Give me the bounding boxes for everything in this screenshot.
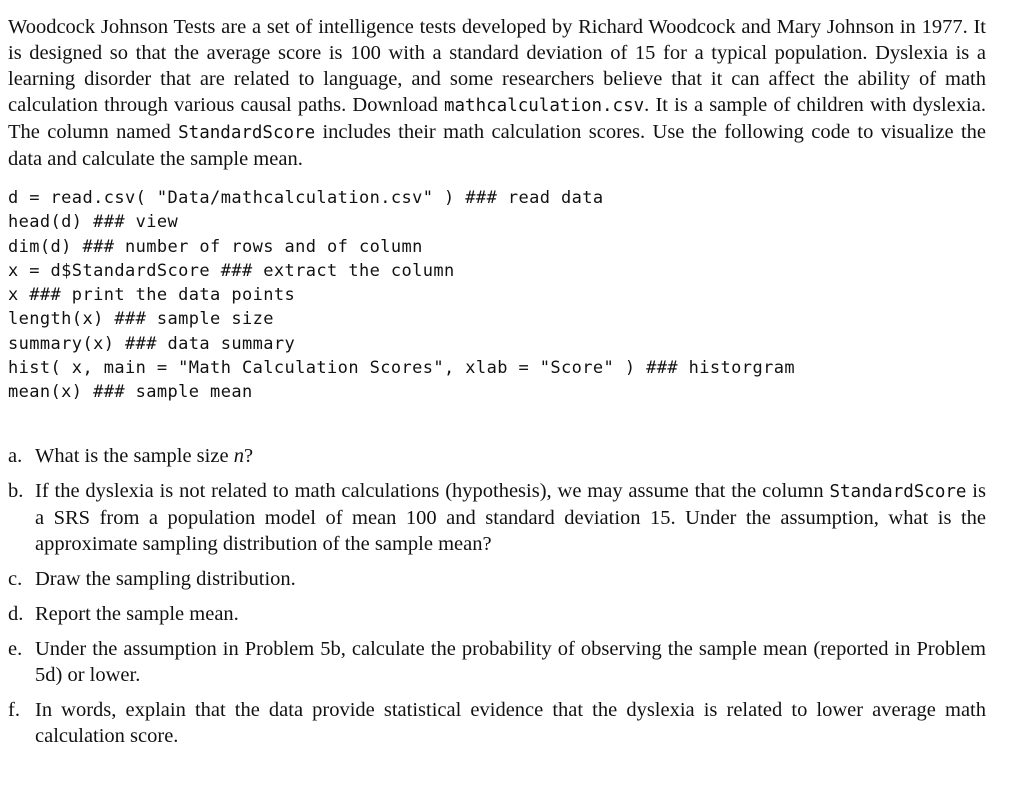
question-e xyxy=(8,636,986,688)
code-line: summary(x) ### data summary xyxy=(8,333,296,354)
question-label: f. xyxy=(8,698,20,721)
question-text: Report the sample mean. xyxy=(35,602,239,625)
intro-text-2: . It is a sample of children with dyslexia. The column named xyxy=(8,94,986,143)
column-name-code: StandardScore xyxy=(829,481,967,502)
code-line: x ### print the data points xyxy=(8,285,296,306)
question-c xyxy=(8,566,986,592)
question-a xyxy=(8,443,986,469)
question-text: Draw the sampling distribution. xyxy=(35,567,296,590)
code-line: d = read.csv( "Data/mathcalculation.csv" ) ### read data xyxy=(8,188,604,208)
question-list xyxy=(8,443,986,749)
math-var: n xyxy=(233,444,244,467)
question-text: If the dyslexia is not related to math calculations (hypothesis), we may assume that the column xyxy=(35,479,830,502)
code-line: mean(x) ### sample mean xyxy=(8,382,253,403)
question-label: d. xyxy=(8,602,24,625)
question-text-end: ? xyxy=(243,444,254,467)
intro-paragraph xyxy=(8,14,986,172)
code-line: head(d) ### view xyxy=(8,212,179,233)
question-b xyxy=(8,478,986,557)
document-page xyxy=(8,14,986,758)
question-text: Under the assumption in Problem 5b, calculate the probability of observing the sample mean (reported in Problem 5d) or lower. xyxy=(35,637,986,686)
intro-text-1: Woodcock Johnson Tests are a set of intelligence tests developed by Richard Woodcock and Mary Johnson in 1977. It is designed so that the average score is 100 with a standard deviation of 15 for a typical population. Dyslexia is a learning disorder that are related to language, and some researchers believe that it can affect the ability of math calculation through various causal paths. Download xyxy=(8,16,986,116)
question-f xyxy=(8,697,986,749)
filename-code: mathcalculation.csv xyxy=(443,96,645,116)
question-text-end: is a SRS from a population model of mean 100 and standard deviation 15. Under the assumption, what is the approximate sampling distribution of the sample mean? xyxy=(35,479,986,555)
code-line: length(x) ### sample size xyxy=(8,309,274,330)
intro-text-3: includes their math calculation scores. Use the following code to visualize the data and calculate the sample mean. xyxy=(8,121,986,170)
code-line: x = d$StandardScore ### extract the column xyxy=(8,260,455,281)
question-d xyxy=(8,601,986,627)
code-line: dim(d) ### number of rows and of column xyxy=(8,236,423,257)
question-label: b. xyxy=(8,479,24,502)
question-label: c. xyxy=(8,567,23,590)
question-text: In words, explain that the data provide statistical evidence that the dyslexia is related to lower average math calculation score. xyxy=(35,698,986,747)
question-text: What is the sample size xyxy=(35,444,234,467)
code-block xyxy=(8,186,986,405)
question-label: e. xyxy=(8,637,23,660)
column-name-code: StandardScore xyxy=(178,123,316,143)
code-line: hist( x, main = "Math Calculation Scores", xlab = "Score" ) ### historgram xyxy=(8,358,795,379)
question-label: a. xyxy=(8,444,23,467)
